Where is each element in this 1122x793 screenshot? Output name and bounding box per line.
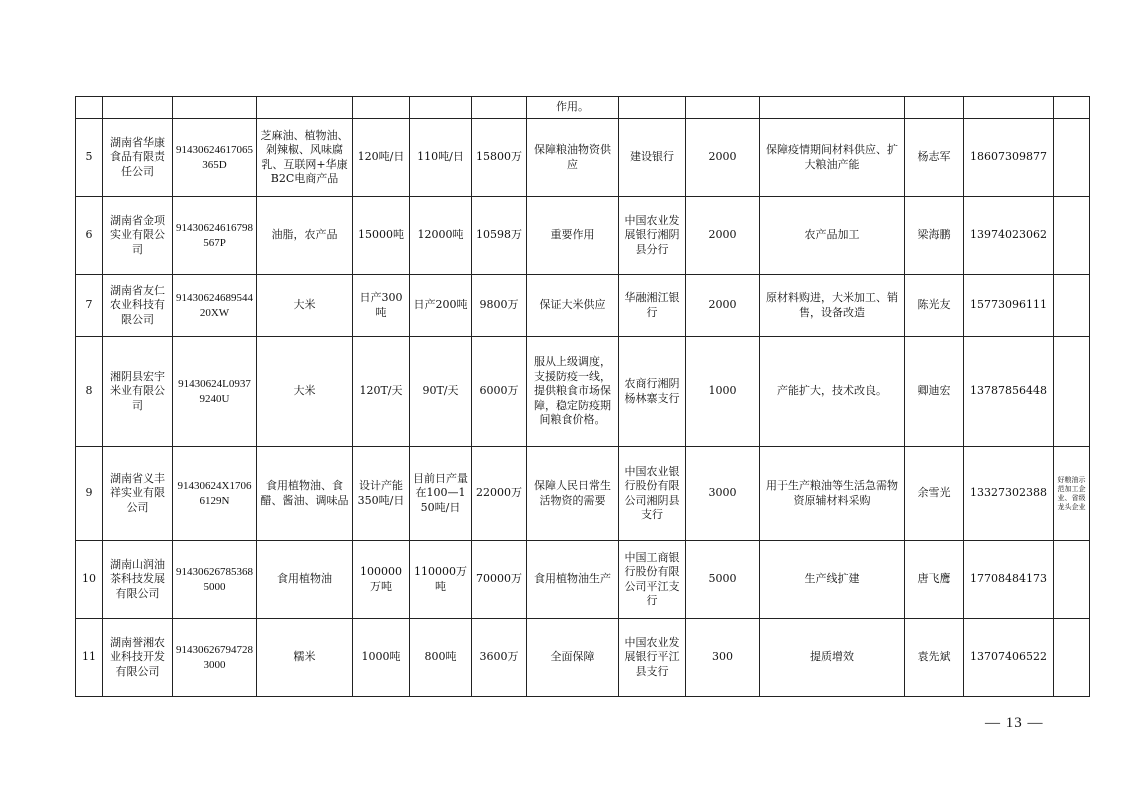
cell-contact-phone: 13787856448	[964, 337, 1054, 447]
cell-contact-phone: 17708484173	[964, 541, 1054, 619]
cell-epidemic-role: 服从上级调度，支援防疫一线，提供粮食市场保障，稳定防疫期间粮食价格。	[527, 337, 619, 447]
cell-credit-code: 91430624X17066129N	[173, 447, 257, 541]
cell-loan-amount: 300	[686, 619, 760, 697]
cell-remarks	[1054, 119, 1090, 197]
cell-lending-bank: 中国工商银行股份有限公司平江支行	[619, 541, 686, 619]
cell-current-output: 110吨/日	[410, 119, 472, 197]
cell-row-number: 5	[76, 119, 103, 197]
table-row	[76, 447, 1090, 541]
cell-main-products: 食用植物油	[257, 541, 353, 619]
cell-current-output: 日产200吨	[410, 275, 472, 337]
cell-loan-amount: 2000	[686, 275, 760, 337]
cell-design-capacity: 120T/天	[353, 337, 410, 447]
cell-company-name: 湖南省友仁农业科技有限公司	[103, 275, 173, 337]
cell-design-capacity: 日产300吨	[353, 275, 410, 337]
cell-contact-person: 余雪光	[905, 447, 964, 541]
cell-design-capacity: 120吨/日	[353, 119, 410, 197]
cell-contact-person	[905, 97, 964, 119]
cell-current-output	[410, 97, 472, 119]
cell-annual-revenue: 6000万	[472, 337, 527, 447]
cell-company-name: 湘阴县宏宇米业有限公司	[103, 337, 173, 447]
cell-main-products: 大米	[257, 337, 353, 447]
cell-current-output: 90T/天	[410, 337, 472, 447]
cell-remarks	[1054, 275, 1090, 337]
cell-row-number: 8	[76, 337, 103, 447]
cell-credit-code: 914306267947283000	[173, 619, 257, 697]
cell-annual-revenue: 3600万	[472, 619, 527, 697]
cell-design-capacity: 设计产能350吨/日	[353, 447, 410, 541]
cell-loan-amount: 5000	[686, 541, 760, 619]
cell-company-name: 湖南省金项实业有限公司	[103, 197, 173, 275]
cell-loan-amount: 1000	[686, 337, 760, 447]
cell-loan-purpose: 原材料购进，大米加工、销售，设备改造	[760, 275, 905, 337]
cell-design-capacity	[353, 97, 410, 119]
cell-company-name	[103, 97, 173, 119]
cell-contact-phone: 13974023062	[964, 197, 1054, 275]
cell-credit-code: 91430624617065365D	[173, 119, 257, 197]
cell-row-number: 9	[76, 447, 103, 541]
cell-current-output: 110000万吨	[410, 541, 472, 619]
cell-loan-purpose: 用于生产粮油等生活急需物资原辅材料采购	[760, 447, 905, 541]
cell-contact-person: 陈光友	[905, 275, 964, 337]
cell-lending-bank: 中国农业发展银行湘阴县分行	[619, 197, 686, 275]
cell-credit-code	[173, 97, 257, 119]
cell-remarks	[1054, 97, 1090, 119]
cell-contact-person: 卿迪宏	[905, 337, 964, 447]
cell-lending-bank: 华融湘江银行	[619, 275, 686, 337]
cell-loan-purpose: 产能扩大，技术改良。	[760, 337, 905, 447]
cell-loan-purpose: 农产品加工	[760, 197, 905, 275]
cell-design-capacity: 100000万吨	[353, 541, 410, 619]
cell-row-number: 10	[76, 541, 103, 619]
cell-annual-revenue: 9800万	[472, 275, 527, 337]
cell-contact-phone: 18607309877	[964, 119, 1054, 197]
cell-design-capacity: 15000吨	[353, 197, 410, 275]
cell-row-number: 6	[76, 197, 103, 275]
cell-lending-bank: 中国农业发展银行平江县支行	[619, 619, 686, 697]
table-row	[76, 97, 1090, 119]
cell-annual-revenue: 70000万	[472, 541, 527, 619]
cell-epidemic-role: 保障粮油物资供应	[527, 119, 619, 197]
table-row	[76, 619, 1090, 697]
cell-loan-purpose: 提质增效	[760, 619, 905, 697]
cell-remarks	[1054, 619, 1090, 697]
cell-lending-bank: 中国农业银行股份有限公司湘阴县支行	[619, 447, 686, 541]
table-row	[76, 541, 1090, 619]
cell-remarks	[1054, 337, 1090, 447]
cell-loan-purpose: 保障疫情期间材料供应、扩大粮油产能	[760, 119, 905, 197]
cell-contact-person: 袁先斌	[905, 619, 964, 697]
cell-company-name: 湖南山润油茶科技发展有限公司	[103, 541, 173, 619]
cell-credit-code: 9143062468954420XW	[173, 275, 257, 337]
cell-contact-phone: 15773096111	[964, 275, 1054, 337]
cell-contact-phone	[964, 97, 1054, 119]
cell-main-products	[257, 97, 353, 119]
cell-main-products: 糯米	[257, 619, 353, 697]
cell-company-name: 湖南省义丰祥实业有限公司	[103, 447, 173, 541]
table-row	[76, 197, 1090, 275]
cell-annual-revenue	[472, 97, 527, 119]
cell-current-output: 800吨	[410, 619, 472, 697]
cell-annual-revenue: 10598万	[472, 197, 527, 275]
cell-contact-phone: 13707406522	[964, 619, 1054, 697]
cell-main-products: 大米	[257, 275, 353, 337]
table-row	[76, 275, 1090, 337]
cell-row-number	[76, 97, 103, 119]
table-row	[76, 337, 1090, 447]
cell-remarks	[1054, 541, 1090, 619]
table-row	[76, 119, 1090, 197]
table-body	[76, 97, 1090, 697]
cell-loan-purpose	[760, 97, 905, 119]
cell-loan-purpose: 生产线扩建	[760, 541, 905, 619]
cell-annual-revenue: 22000万	[472, 447, 527, 541]
cell-epidemic-role: 保障人民日常生活物资的需要	[527, 447, 619, 541]
cell-company-name: 湖南省华康食品有限责任公司	[103, 119, 173, 197]
cell-epidemic-role: 保证大米供应	[527, 275, 619, 337]
cell-company-name: 湖南誉湘农业科技开发有限公司	[103, 619, 173, 697]
cell-credit-code: 91430624616798567P	[173, 197, 257, 275]
cell-row-number: 7	[76, 275, 103, 337]
cell-epidemic-role: 食用植物油生产	[527, 541, 619, 619]
cell-contact-person: 杨志军	[905, 119, 964, 197]
cell-current-output: 12000吨	[410, 197, 472, 275]
enterprise-table	[75, 96, 1090, 697]
cell-loan-amount: 2000	[686, 197, 760, 275]
cell-main-products: 油脂，农产品	[257, 197, 353, 275]
cell-row-number: 11	[76, 619, 103, 697]
cell-epidemic-role: 重要作用	[527, 197, 619, 275]
cell-loan-amount	[686, 97, 760, 119]
cell-lending-bank: 建设银行	[619, 119, 686, 197]
page-number: — 13 —	[985, 715, 1044, 731]
cell-annual-revenue: 15800万	[472, 119, 527, 197]
cell-design-capacity: 1000吨	[353, 619, 410, 697]
cell-epidemic-role: 作用。	[527, 97, 619, 119]
cell-lending-bank	[619, 97, 686, 119]
cell-current-output: 目前日产量在100—150吨/日	[410, 447, 472, 541]
cell-credit-code: 91430624L09379240U	[173, 337, 257, 447]
cell-contact-phone: 13327302388	[964, 447, 1054, 541]
cell-contact-person: 梁海鹏	[905, 197, 964, 275]
cell-main-products: 芝麻油、植物油、剁辣椒、风味腐乳、互联网+华康B2C电商产品	[257, 119, 353, 197]
cell-epidemic-role: 全面保障	[527, 619, 619, 697]
cell-loan-amount: 2000	[686, 119, 760, 197]
cell-credit-code: 914306267853685000	[173, 541, 257, 619]
cell-main-products: 食用植物油、食醋、酱油、调味品	[257, 447, 353, 541]
cell-contact-person: 唐飞鹰	[905, 541, 964, 619]
cell-loan-amount: 3000	[686, 447, 760, 541]
cell-remarks	[1054, 197, 1090, 275]
cell-remarks: 好粮油示范加工企业、省级龙头企业	[1054, 447, 1090, 541]
cell-lending-bank: 农商行湘阴杨林寨支行	[619, 337, 686, 447]
